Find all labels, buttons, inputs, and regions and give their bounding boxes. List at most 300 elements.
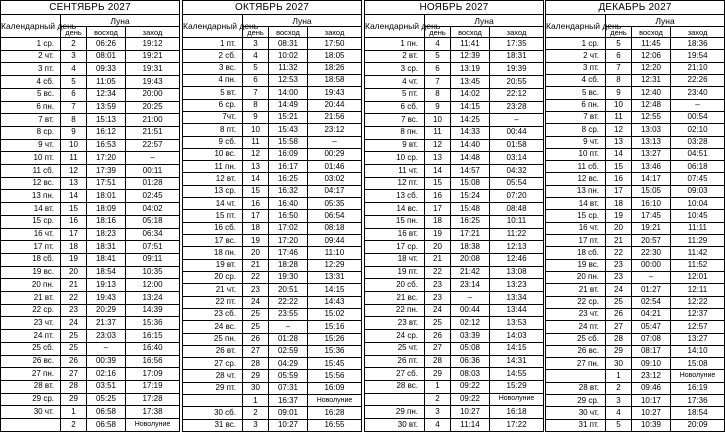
moon-day-cell: 21 — [61, 279, 87, 292]
moon-day-cell: 1 — [606, 370, 632, 382]
table-row — [183, 111, 362, 123]
moonrise-cell: 17:39 — [87, 165, 126, 178]
moonrise-cell: 11:41 — [451, 38, 490, 51]
moonrise-cell: 12:55 — [632, 111, 671, 123]
moonset-cell: 13:08 — [490, 266, 544, 279]
moonrise-cell: 12:20 — [632, 62, 671, 74]
calendar-day-cell: 16 чт. — [1, 228, 61, 241]
table-row — [365, 203, 544, 216]
moonset-cell: 16:28 — [308, 407, 362, 419]
calendar-day-cell: 15 пт. — [183, 210, 243, 222]
moonset-cell: 05:35 — [308, 198, 362, 210]
calendar-day-cell: 26 вс. — [1, 355, 61, 368]
moonrise-cell: 00:39 — [87, 355, 126, 368]
calendar-day-cell: 4 сб. — [546, 74, 606, 86]
moonset-cell: 18:31 — [490, 50, 544, 63]
moonrise-cell: 21:42 — [451, 266, 490, 279]
moonrise-cell: 10:02 — [269, 50, 308, 62]
moon-day-cell: 22 — [61, 292, 87, 305]
moonset-cell: 00:29 — [308, 148, 362, 160]
month-block — [364, 0, 543, 432]
calendar-day-cell: 15 ср. — [546, 210, 606, 222]
table-row — [546, 50, 725, 62]
moonset-cell: 14:15 — [308, 284, 362, 296]
moonset-cell: 01:28 — [126, 177, 180, 190]
moon-day-cell: 29 — [61, 393, 87, 406]
month-block — [182, 0, 361, 432]
table-row — [365, 380, 544, 393]
calendar-day-cell: 4 чт. — [365, 76, 425, 89]
moonrise-cell: 14:02 — [451, 88, 490, 101]
table-row — [183, 50, 362, 62]
calendar-day-cell: 24 ср. — [365, 330, 425, 343]
moon-day-cell: 26 — [243, 333, 269, 345]
table-row — [546, 370, 725, 382]
moonrise-cell: 10:27 — [632, 407, 671, 419]
table-row — [1, 317, 180, 330]
moon-day-cell: 20 — [606, 222, 632, 234]
moonrise-cell: 16:25 — [451, 215, 490, 228]
table-row — [183, 185, 362, 197]
moon-day-cell: 3 — [61, 50, 87, 63]
moonrise-cell: 14:00 — [269, 87, 308, 99]
calendar-day-cell: 30 чт. — [1, 406, 61, 419]
moonset-header: заход — [671, 27, 725, 38]
calendar-day-cell: 2 чт. — [1, 50, 61, 63]
table-row — [183, 222, 362, 234]
table-row — [1, 203, 180, 216]
moon-day-cell: 6 — [243, 74, 269, 86]
table-row — [546, 198, 725, 210]
moonrise-cell: 20:29 — [87, 304, 126, 317]
moonrise-cell: 09:33 — [87, 63, 126, 76]
moonset-cell: 06:34 — [126, 228, 180, 241]
calendar-day-cell: 13 пн. — [546, 185, 606, 197]
moonset-cell: 12:57 — [671, 321, 725, 333]
moonrise-cell: 16:37 — [269, 395, 308, 407]
table-row — [365, 88, 544, 101]
moonrise-cell: 09:22 — [451, 380, 490, 393]
moonrise-cell: 05:25 — [87, 393, 126, 406]
moon-day-cell: 26 — [606, 308, 632, 320]
moonset-cell: 19:54 — [671, 50, 725, 62]
moonset-cell: – — [490, 114, 544, 127]
table-row — [1, 165, 180, 178]
table-row — [183, 247, 362, 259]
calendar-day-cell: 8 ср. — [546, 124, 606, 136]
table-row — [1, 63, 180, 76]
table-row — [1, 190, 180, 203]
moon-day-cell: 15 — [243, 185, 269, 197]
moonset-cell: 11:10 — [308, 247, 362, 259]
moonset-cell: 11:29 — [671, 235, 725, 247]
moonset-cell: 07:51 — [126, 241, 180, 254]
table-row — [365, 304, 544, 317]
moonset-cell: 04:51 — [671, 148, 725, 160]
moonset-cell: 03:28 — [671, 136, 725, 148]
moonrise-header: восход — [451, 27, 490, 38]
table-row — [365, 177, 544, 190]
moonrise-cell: 13:03 — [632, 124, 671, 136]
moon-day-cell: 9 — [243, 111, 269, 123]
moon-day-cell: 8 — [61, 114, 87, 127]
moonrise-cell: 21:37 — [87, 317, 126, 330]
moonrise-cell: 10:17 — [632, 395, 671, 407]
moon-day-cell: 23 — [606, 259, 632, 271]
calendar-day-cell: 16 вт. — [365, 228, 425, 241]
moon-day-cell: 23 — [243, 284, 269, 296]
moonrise-cell: 17:51 — [87, 177, 126, 190]
moon-day-cell: 2 — [243, 407, 269, 419]
moon-day-cell: 22 — [243, 271, 269, 283]
calendar-day-cell: 13 сб. — [365, 190, 425, 203]
moonrise-cell: 15:08 — [451, 177, 490, 190]
calendar-day-cell: 4 пн. — [183, 74, 243, 86]
calendar-day-cell: 2 сб. — [183, 50, 243, 62]
calendar-day-cell: 18 сб. — [546, 247, 606, 259]
calendar-day-header: Календарный день — [183, 15, 243, 38]
moonset-cell: 15:56 — [308, 370, 362, 382]
table-row — [1, 76, 180, 89]
calendar-day-cell: 18 пн. — [183, 247, 243, 259]
moonset-cell: 22:12 — [490, 88, 544, 101]
table-row — [183, 87, 362, 99]
calendar-day-cell: 11 сб. — [1, 165, 61, 178]
moonrise-cell: 18:01 — [87, 190, 126, 203]
moonset-cell: – — [126, 152, 180, 165]
moonrise-cell: 17:45 — [632, 210, 671, 222]
moonrise-cell: 18:31 — [87, 241, 126, 254]
calendar-day-cell: 5 вс. — [1, 88, 61, 101]
moon-day-cell: 18 — [243, 222, 269, 234]
moon-header: Луна — [61, 15, 180, 27]
calendar-day-cell: 27 ср. — [183, 358, 243, 370]
moon-day-cell: 10 — [243, 124, 269, 136]
moon-day-cell: 7 — [425, 76, 451, 89]
calendar-day-cell: 28 вс. — [365, 380, 425, 393]
moonset-cell: 18:36 — [671, 38, 725, 50]
moon-day-cell: 26 — [425, 330, 451, 343]
calendar-day-cell: 30 вт. — [365, 419, 425, 432]
calendar-day-cell: 24 пт. — [1, 330, 61, 343]
new-moon-note: Новолуние — [308, 395, 362, 407]
calendar-day-cell: 17 пт. — [1, 241, 61, 254]
moon-day-cell: 18 — [425, 215, 451, 228]
calendar-day-cell: 26 вс. — [546, 345, 606, 357]
moonset-cell: 13:53 — [490, 317, 544, 330]
calendar-day-cell: 28 чт. — [183, 370, 243, 382]
calendar-day-cell: 11 сб. — [546, 161, 606, 173]
table-row — [183, 161, 362, 173]
moon-day-cell: 21 — [606, 235, 632, 247]
moonset-cell: 14:31 — [490, 355, 544, 368]
moon-day-cell: 29 — [606, 345, 632, 357]
table-row — [183, 345, 362, 357]
table-row — [1, 368, 180, 381]
moonrise-cell: 09:22 — [451, 393, 490, 406]
calendar-day-cell: 26 пт. — [365, 355, 425, 368]
calendar-day-cell: 6 пн. — [546, 99, 606, 111]
moonset-cell: 13:31 — [308, 271, 362, 283]
moonrise-cell: 18:16 — [87, 215, 126, 228]
moonrise-cell: 19:43 — [87, 292, 126, 305]
moonset-cell: 13:24 — [126, 292, 180, 305]
moon-day-cell: 23 — [425, 279, 451, 292]
moonset-cell: 04:17 — [308, 185, 362, 197]
moonset-cell: 13:27 — [671, 333, 725, 345]
table-row — [365, 139, 544, 152]
table-row — [365, 165, 544, 178]
calendar-day-cell: 19 вс. — [1, 266, 61, 279]
table-row — [365, 342, 544, 355]
month-title: НОЯБРЬ 2027 — [365, 1, 544, 15]
moonset-cell: 10:35 — [126, 266, 180, 279]
moon-day-cell: 9 — [61, 126, 87, 139]
table-row — [546, 235, 725, 247]
moonrise-cell: 14:17 — [632, 173, 671, 185]
moonrise-cell: 06:36 — [451, 355, 490, 368]
calendar-day-cell: 26 вт. — [183, 345, 243, 357]
moon-day-cell: 8 — [425, 88, 451, 101]
calendar-day-cell: 28 вт. — [1, 380, 61, 393]
moon-day-cell: 14 — [606, 148, 632, 160]
table-row — [183, 284, 362, 296]
table-row — [1, 380, 180, 393]
moonset-cell: 11:22 — [490, 228, 544, 241]
month-table — [0, 0, 180, 432]
moonrise-cell: 18:23 — [87, 228, 126, 241]
moon-day-cell: 24 — [425, 304, 451, 317]
moon-day-cell: 28 — [425, 355, 451, 368]
moon-day-cell: 2 — [61, 419, 87, 432]
table-row — [1, 393, 180, 406]
calendar-day-cell: 23 сб. — [183, 308, 243, 320]
calendar-day-cell: 21 вс. — [365, 292, 425, 305]
moonset-cell: 17:38 — [126, 406, 180, 419]
moonset-cell: 08:48 — [490, 203, 544, 216]
moon-day-header: день — [606, 27, 632, 38]
moon-day-cell: 9 — [425, 101, 451, 114]
moon-day-cell: 4 — [61, 63, 87, 76]
moonset-cell: 08:18 — [308, 222, 362, 234]
calendar-day-cell: 9 чт. — [546, 136, 606, 148]
calendar-day-cell: 1 ср. — [1, 38, 61, 51]
table-row — [183, 382, 362, 394]
calendar-day-header: Календарный день — [546, 15, 606, 38]
moonset-cell: 17:28 — [126, 393, 180, 406]
moonset-cell: 18:05 — [308, 50, 362, 62]
table-row — [546, 210, 725, 222]
calendar-day-cell: 17 вс. — [183, 235, 243, 247]
calendar-day-cell: 27 сб. — [365, 368, 425, 381]
calendar-day-cell: 8 пн. — [365, 126, 425, 139]
moon-day-cell: 4 — [606, 407, 632, 419]
moonrise-header: восход — [269, 27, 308, 38]
table-row — [546, 321, 725, 333]
moonrise-cell: 12:31 — [632, 74, 671, 86]
moonset-cell: 20:09 — [671, 419, 725, 431]
moonset-cell: 15:29 — [490, 380, 544, 393]
moon-header: Луна — [243, 15, 362, 27]
moonset-cell: 05:54 — [490, 177, 544, 190]
table-row — [546, 247, 725, 259]
table-row — [183, 99, 362, 111]
moonrise-cell: 19:13 — [87, 279, 126, 292]
moonrise-cell: 07:08 — [632, 333, 671, 345]
moonrise-cell: 06:26 — [87, 38, 126, 51]
moon-day-cell: 19 — [243, 235, 269, 247]
moonrise-cell: 08:31 — [269, 38, 308, 50]
moon-day-cell: 5 — [243, 62, 269, 74]
moonset-cell: 04:32 — [490, 165, 544, 178]
calendar-day-cell: 5 вт. — [183, 87, 243, 99]
moon-day-cell: 29 — [243, 370, 269, 382]
moonset-cell: 00:11 — [126, 165, 180, 178]
moon-day-cell: 11 — [606, 111, 632, 123]
calendar-day-cell: 23 вт. — [365, 317, 425, 330]
table-row — [183, 38, 362, 50]
calendar-day-cell — [183, 395, 243, 407]
moonrise-cell: 17:20 — [87, 152, 126, 165]
moonset-cell: 09:11 — [126, 253, 180, 266]
moonrise-cell: 09:01 — [269, 407, 308, 419]
table-row — [183, 296, 362, 308]
moonset-cell: 02:10 — [671, 124, 725, 136]
moonrise-cell: 15:58 — [269, 136, 308, 148]
table-row — [183, 419, 362, 431]
moonrise-header: восход — [87, 27, 126, 38]
calendar-day-cell: 25 пн. — [183, 333, 243, 345]
moon-day-cell: 27 — [425, 342, 451, 355]
moonrise-cell: 14:15 — [451, 101, 490, 114]
table-row — [365, 279, 544, 292]
moonrise-cell: 18:54 — [87, 266, 126, 279]
calendar-day-cell: 21 вт. — [546, 284, 606, 296]
calendar-day-cell: 27 пн. — [546, 358, 606, 370]
moonset-cell: 23:40 — [671, 87, 725, 99]
moon-day-cell: 25 — [61, 342, 87, 355]
calendar-day-cell: 10 вс. — [183, 148, 243, 160]
moonset-cell: 01:46 — [308, 161, 362, 173]
moon-day-cell: 23 — [61, 304, 87, 317]
moonset-cell: 11:52 — [671, 259, 725, 271]
moon-day-cell: 28 — [61, 380, 87, 393]
moonset-cell: 14:43 — [308, 296, 362, 308]
table-row — [365, 126, 544, 139]
moonset-cell: 10:45 — [671, 210, 725, 222]
calendar-day-cell: 14 чт. — [183, 198, 243, 210]
moonset-cell: 12:22 — [671, 296, 725, 308]
moonrise-cell: 05:08 — [451, 342, 490, 355]
calendar-day-cell: 27 пн. — [1, 368, 61, 381]
table-row — [546, 185, 725, 197]
moonset-cell: 19:12 — [126, 38, 180, 51]
calendar-day-cell: 1 пт. — [183, 38, 243, 50]
moonrise-cell: 16:10 — [632, 198, 671, 210]
moon-day-cell: 20 — [61, 266, 87, 279]
moon-day-cell: 7 — [606, 62, 632, 74]
moonset-cell: 13:44 — [490, 304, 544, 317]
moonrise-cell: 01:28 — [269, 333, 308, 345]
month-table — [364, 0, 544, 432]
table-row — [1, 419, 180, 432]
calendar-day-cell: 7 вс. — [365, 114, 425, 127]
moon-day-cell: 15 — [425, 177, 451, 190]
calendar-day-cell: 19 пт. — [365, 266, 425, 279]
calendar-day-cell: 22 ср. — [546, 296, 606, 308]
moonset-cell: 15:16 — [308, 321, 362, 333]
new-moon-note: Новолуние — [671, 370, 725, 382]
moonrise-cell: 13:27 — [632, 148, 671, 160]
moon-day-cell: 4 — [425, 419, 451, 432]
calendar-day-cell — [1, 419, 61, 432]
moonset-cell: 12:01 — [671, 271, 725, 283]
moonset-cell: 21:56 — [308, 111, 362, 123]
moonset-cell: 17:36 — [671, 395, 725, 407]
calendar-day-cell: 13 пн. — [1, 190, 61, 203]
moonset-cell: 15:45 — [308, 358, 362, 370]
moon-day-cell: 10 — [61, 139, 87, 152]
moon-day-cell: 13 — [243, 161, 269, 173]
moonrise-cell: 17:02 — [269, 222, 308, 234]
moon-day-cell: 27 — [243, 345, 269, 357]
table-row — [365, 406, 544, 419]
moonset-cell: 20:44 — [308, 99, 362, 111]
table-row — [546, 284, 725, 296]
moonset-cell: 15:02 — [308, 308, 362, 320]
moonset-cell: 19:43 — [126, 76, 180, 89]
moonset-cell: 12:11 — [671, 284, 725, 296]
moonset-cell: 09:44 — [308, 235, 362, 247]
moon-day-cell: 16 — [425, 190, 451, 203]
moonrise-cell: 23:14 — [451, 279, 490, 292]
table-row — [183, 407, 362, 419]
moonrise-cell: 15:48 — [451, 203, 490, 216]
moon-day-cell: 5 — [61, 76, 87, 89]
moon-day-cell: 15 — [606, 161, 632, 173]
calendar-day-cell: 6 ср. — [183, 99, 243, 111]
calendar-day-cell: 22 пн. — [365, 304, 425, 317]
table-row — [1, 355, 180, 368]
moonrise-cell: 02:59 — [269, 345, 308, 357]
calendar-day-cell: 29 пн. — [365, 406, 425, 419]
calendar-day-cell: 6 пн. — [1, 101, 61, 114]
calendar-day-cell: 12 вс. — [1, 177, 61, 190]
moon-day-cell: 3 — [606, 395, 632, 407]
calendar-day-cell — [546, 370, 606, 382]
moonset-cell: 12:37 — [671, 308, 725, 320]
calendar-day-cell: 19 вс. — [546, 259, 606, 271]
moon-header: Луна — [606, 15, 725, 27]
calendar-day-cell: 25 сб. — [1, 342, 61, 355]
moonrise-cell: 18:28 — [269, 259, 308, 271]
moonrise-cell: 20:08 — [451, 253, 490, 266]
calendar-day-cell: 8 ср. — [1, 126, 61, 139]
calendar-day-cell: 17 пт. — [546, 235, 606, 247]
table-row — [546, 222, 725, 234]
table-row — [1, 266, 180, 279]
moon-day-header: день — [61, 27, 87, 38]
moonset-cell: 13:23 — [490, 279, 544, 292]
moonset-cell: 13:34 — [490, 292, 544, 305]
calendar-day-cell: 15 ср. — [1, 215, 61, 228]
table-row — [365, 114, 544, 127]
calendar-day-cell: 11 чт. — [365, 165, 425, 178]
table-row — [546, 308, 725, 320]
calendar-day-cell: 22 ср. — [1, 304, 61, 317]
table-row — [546, 419, 725, 431]
moonrise-cell: 15:13 — [87, 114, 126, 127]
